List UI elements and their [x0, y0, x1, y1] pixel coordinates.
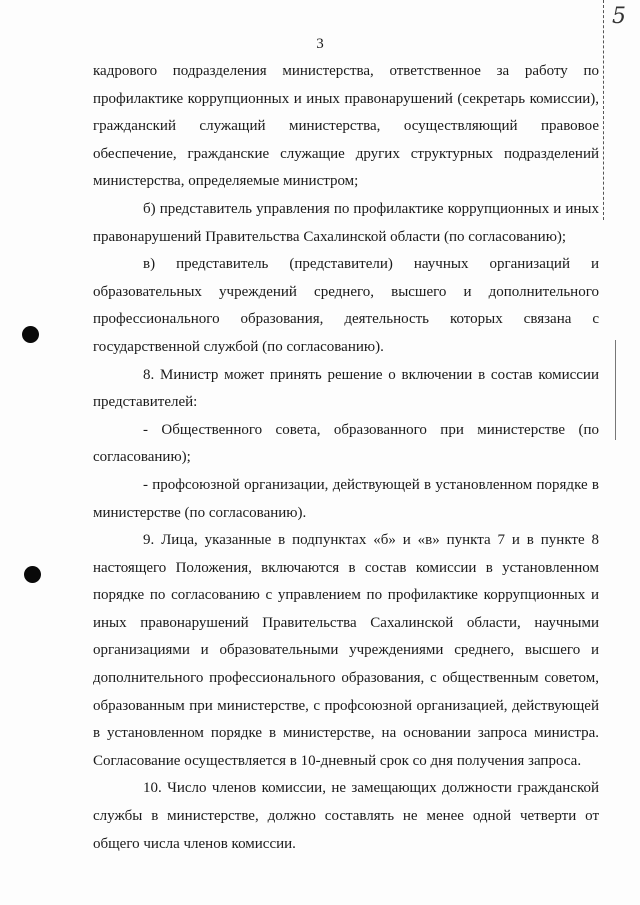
- paragraph-clause-8-union: - профсоюзной организации, действующей в установленном порядке в министерстве (по согласованию).: [93, 476, 599, 521]
- handwritten-page-mark: 5: [612, 4, 626, 29]
- paragraph-item-b: б) представитель управления по профилактике коррупционных и иных правонарушений Правительства Сахалинской области (по согласованию);: [93, 200, 599, 245]
- scan-edge-line: [615, 340, 616, 440]
- paragraph-continuation: кадрового подразделения министерства, ответственное за работу по профилактике коррупционных и иных правонарушений (секретарь комиссии), гражданский служащий министерства, осуществляющий правовое обеспечение, гражданские служащие других структурных подразделений министерства, определяемые министром;: [93, 63, 599, 190]
- page-number: 3: [316, 36, 324, 52]
- paragraph-item-v: в) представитель (представители) научных организаций и образовательных учреждений среднего, высшего и дополнительного профессионального образования, деятельность которых связана с государственной службой (по согласованию).: [93, 256, 599, 355]
- document-body: [93, 58, 599, 858]
- punch-hole-mark: [24, 566, 41, 583]
- punch-hole-mark: [22, 326, 39, 343]
- paragraph-clause-8-public-council: - Общественного совета, образованного при министерстве (по согласованию);: [93, 421, 599, 466]
- paragraph-clause-10: 10. Число членов комиссии, не замещающих должности гражданской службы в министерстве, должно составлять не менее одной четверти от общего числа членов комиссии.: [93, 780, 599, 852]
- scan-edge-line: [603, 0, 604, 220]
- paragraph-clause-8: 8. Министр может принять решение о включении в состав комиссии представителей:: [93, 366, 599, 411]
- paragraph-clause-9: 9. Лица, указанные в подпунктах «б» и «в» пункта 7 и в пункте 8 настоящего Положения, включаются в состав комиссии в установленном порядке по согласованию с управлением по профилактике коррупционных и иных правонарушений Правительства Сахалинской области, научными организациями и образовательными учреждениями среднего, высшего и дополнительного профессионального образования, с общественным советом, образованным при министерстве, с профсоюзной организацией, действующей в установленном порядке в министерстве, на основании запроса министра. Согласование осуществляется в 10-дневный срок со дня получения запроса.: [93, 532, 599, 769]
